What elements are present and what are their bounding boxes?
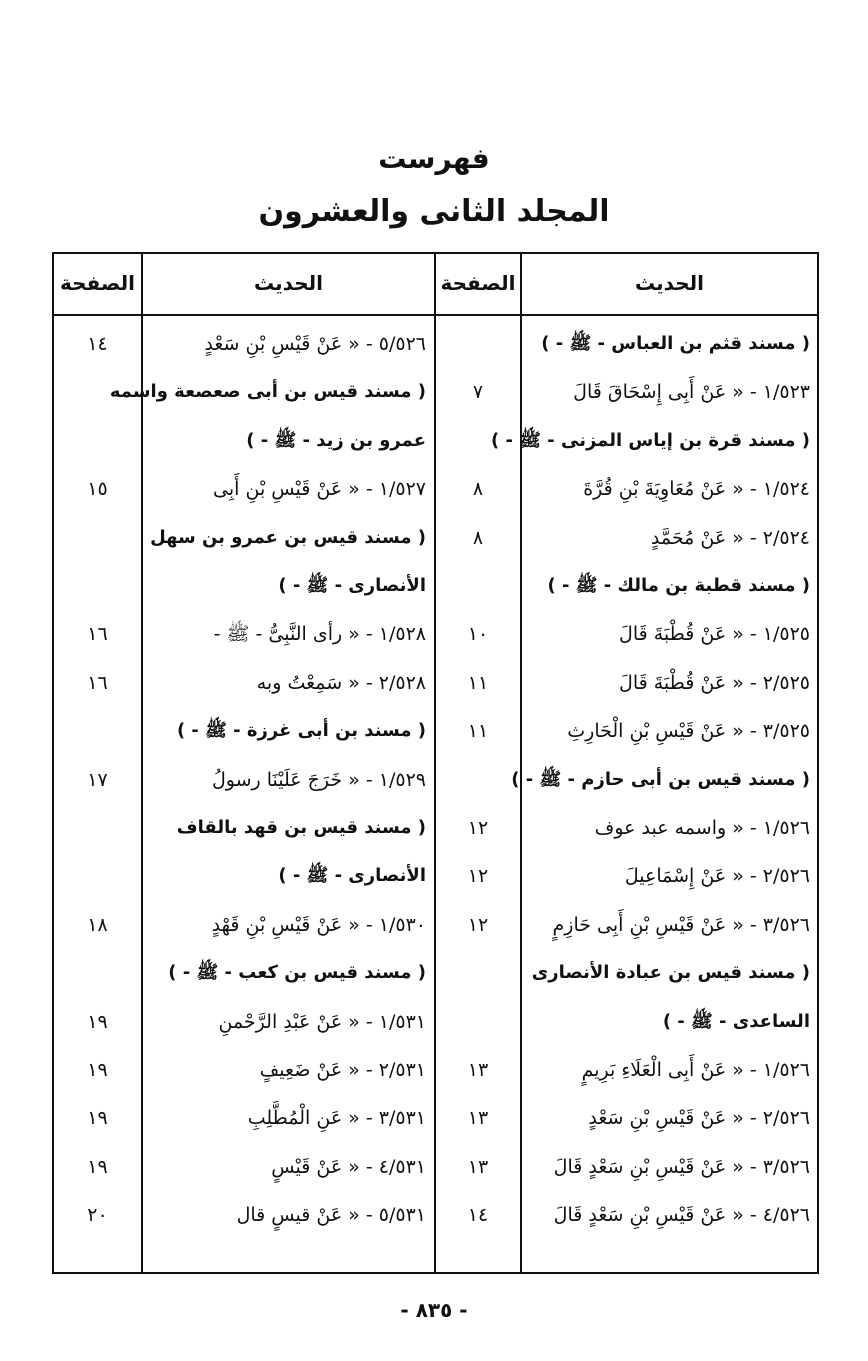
hadith-entry: ٥/٥٢٦ - « عَنْ قَيْسِ بْنِ سَعْدٍ	[204, 333, 426, 355]
page-title: فهرست	[378, 142, 490, 175]
page-ref: ١٤	[87, 333, 108, 355]
hadith-entry: ١/٥٢٨ - « رأى النَّبِىُّ - ﷺ -	[213, 623, 426, 645]
musnad-heading: ( مسند قيس بن كعب - ﷺ - )	[168, 962, 426, 983]
hadith-entry: ٣/٥٢٦ - « عَنْ قَيْسِ بْنِ سَعْدٍ قَالَ	[553, 1156, 810, 1178]
page-ref	[436, 756, 520, 804]
page-ref: ١٦	[87, 672, 108, 694]
hadith-entry: ٢/٥٢٥ - « عَنْ قُطْبَةَ قَالَ	[619, 672, 810, 694]
header-page-right: الصفحة	[440, 271, 516, 295]
hadith-entry: ٣/٥٢٥ - « عَنْ قَيْسِ بْنِ الْحَارِثِ	[567, 720, 810, 742]
hadith-entry: ٥/٥٣١ - « عَنْ قيسٍ قال	[236, 1204, 426, 1226]
page-ref: ١٩	[87, 1059, 108, 1081]
page-ref: ١٥	[87, 478, 108, 500]
page-ref	[436, 562, 520, 610]
musnad-heading: ( مسند قثم بن العباس - ﷺ - )	[541, 333, 810, 354]
hadith-entry: ٢/٥٢٤ - « عَنْ مُحَمَّدٍ	[650, 527, 810, 549]
header-hadith-left: الحديث	[253, 271, 323, 295]
page-ref: ١٠	[467, 623, 489, 645]
header-hadith-right: الحديث	[634, 271, 704, 295]
header-divider	[52, 314, 819, 316]
hadith-entry: ١/٥٣١ - « عَنْ عَبْدِ الرَّحْمنِ	[218, 1011, 426, 1033]
page-ref: ٨	[472, 527, 484, 549]
hadith-entry: ١/٥٢٦ - « عَنْ أَبِى الْعَلَاءِ بَرِيمٍ	[581, 1059, 810, 1081]
hadith-entry: ٢/٥٢٨ - « سَمِعْتُ وبه	[256, 672, 426, 694]
page-ref	[436, 320, 520, 368]
hadith-entry: ٢/٥٢٦ - « عَنْ إِسْمَاعِيلَ	[624, 865, 810, 887]
page-ref: ١٧	[87, 769, 108, 791]
musnad-heading: ( مسند قيس بن قهد بالقاف	[176, 817, 426, 838]
musnad-heading: ( مسند بن أبى غرزة - ﷺ - )	[176, 720, 426, 741]
page-ref	[54, 804, 141, 852]
hadith-entry: ٤/٥٣١ - « عَنْ قَيْسٍ	[271, 1156, 426, 1178]
header-page-left: الصفحة	[59, 271, 135, 295]
page-ref	[54, 368, 141, 416]
page-ref: ١٦	[87, 623, 108, 645]
page-ref: ١٢	[467, 817, 489, 839]
musnad-heading: ( مسند قيس بن أبى حازم - ﷺ - )	[511, 769, 810, 790]
page-ref: ١٨	[87, 914, 108, 936]
page-ref: ١٩	[87, 1107, 108, 1129]
page-ref: ١٣	[467, 1107, 489, 1129]
page-ref: ٨	[472, 478, 484, 500]
page-ref: ١٩	[87, 1011, 108, 1033]
page-ref: ١١	[467, 672, 489, 694]
page-ref	[436, 949, 520, 997]
hadith-entry: ١/٥٣٠ - « عَنْ قَيْسِ بْنِ قَهْدٍ	[211, 914, 426, 936]
page-ref: ١٤	[467, 1204, 489, 1226]
hadith-entry: ٢/٥٣١ - « عَنْ ضَعِيفٍ	[259, 1059, 426, 1081]
hadith-entry: ٣/٥٢٦ - « عَنْ قَيْسِ بْنِ أَبِى حَازِمٍ	[552, 914, 810, 936]
page-ref	[54, 514, 141, 562]
page-ref: ١٢	[467, 865, 489, 887]
page-ref: ١٢	[467, 914, 489, 936]
hadith-entry: ٢/٥٢٦ - « عَنْ قَيْسِ بْنِ سَعْدٍ	[588, 1107, 810, 1129]
page-ref	[54, 417, 141, 465]
hadith-entry: ٣/٥٣١ - « عَنِ الْمُطَّلِبِ	[247, 1107, 426, 1129]
page-ref	[54, 949, 141, 997]
musnad-heading: الساعدى - ﷺ - )	[662, 1011, 810, 1032]
musnad-heading: الأنصارى - ﷺ - )	[278, 575, 426, 596]
hadith-entry: ٤/٥٢٦ - « عَنْ قَيْسِ بْنِ سَعْدٍ قَالَ	[553, 1204, 810, 1226]
page-ref	[54, 707, 141, 755]
page-ref: ١١	[467, 720, 489, 742]
musnad-heading: عمرو بن زيد - ﷺ - )	[246, 430, 426, 451]
page-ref	[54, 562, 141, 610]
musnad-heading: الأنصارى - ﷺ - )	[278, 865, 426, 886]
page-ref: ٧	[472, 381, 484, 403]
hadith-entry: ١/٥٢٣ - « عَنْ أَبِى إِسْحَاقَ قَالَ	[573, 381, 810, 403]
musnad-heading: ( مسند قيس بن عبادة الأنصارى	[531, 962, 810, 983]
hadith-entry: ١/٥٢٩ - « خَرَجَ عَلَيْنَا رسولُ	[211, 769, 426, 791]
page-ref: ١٣	[467, 1059, 489, 1081]
musnad-heading: ( مسند قرة بن إياس المزنى - ﷺ - )	[491, 430, 810, 451]
musnad-heading: ( مسند قيس بن أبى صعصعة واسمه	[109, 381, 426, 402]
page-ref: ٢٠	[87, 1204, 108, 1226]
musnad-heading: ( مسند قطبة بن مالك - ﷺ - )	[547, 575, 810, 596]
musnad-heading: ( مسند قيس بن عمرو بن سهل	[150, 527, 426, 548]
page-ref: ١٩	[87, 1156, 108, 1178]
page-ref: ١٣	[467, 1156, 489, 1178]
page-number: - ٨٣٥ -	[400, 1298, 468, 1322]
page-ref	[436, 417, 520, 465]
hadith-entry: ١/٥٢٦ - « واسمه عبد عوف	[594, 817, 810, 839]
volume-subtitle: المجلد الثانى والعشرون	[258, 194, 610, 229]
hadith-entry: ١/٥٢٤ - « عَنْ مُعَاوِيَةَ بْنِ قُرَّةَ	[583, 478, 810, 500]
hadith-entry: ١/٥٢٧ - « عَنْ قَيْسِ بْنِ أَبِى	[213, 478, 426, 500]
page-ref	[436, 998, 520, 1046]
hadith-entry: ١/٥٢٥ - « عَنْ قُطْبَةَ قَالَ	[619, 623, 810, 645]
page-ref	[54, 852, 141, 900]
